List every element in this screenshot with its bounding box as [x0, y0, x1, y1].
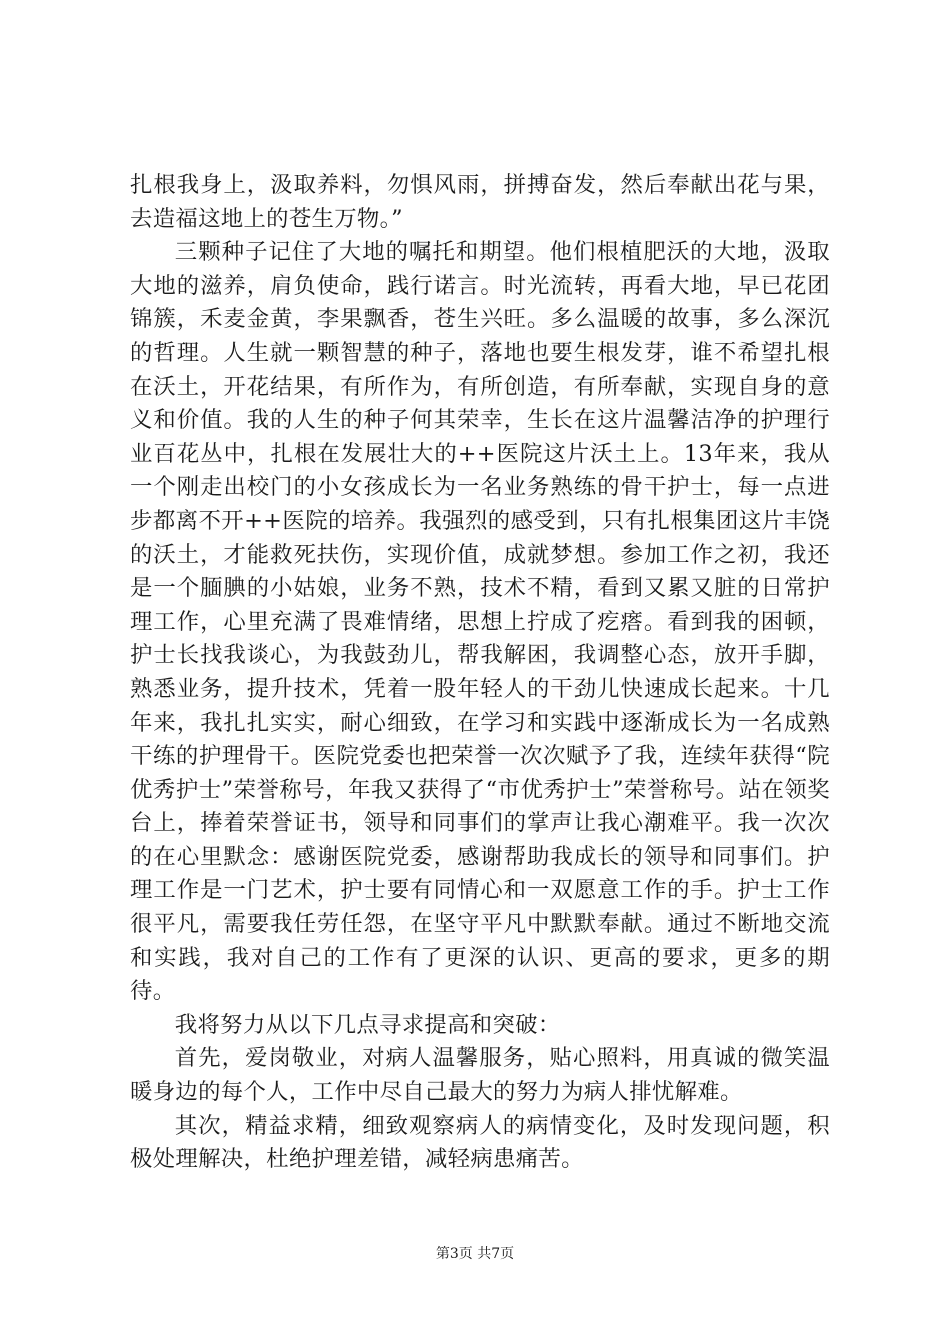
body-text: [130, 169, 830, 1177]
page-number-footer: 第3页 共7页: [435, 1246, 515, 1262]
paragraph-3: 我将努力从以下几点寻求提高和突破：: [174, 1011, 561, 1038]
paragraph-5: 其次，精益求精，细致观察病人的病情变化，及时发现问题，积极处理解决，杜绝护理差错，减轻病患痛苦。: [130, 1112, 830, 1173]
paragraph-4: 首先，爱岗敬业，对病人温馨服务，贴心照料，用真诚的微笑温暖身边的每个人，工作中尽自己最大的努力为病人排忧解难。: [130, 1045, 830, 1106]
paragraph-1: 扎根我身上，汲取养料，勿惧风雨，拼搏奋发，然后奉献出花与果，去造福这地上的苍生万物。”: [130, 172, 830, 232]
paragraph-2: 三颗种子记住了大地的嘱托和期望。他们根植肥沃的大地，汲取大地的滋养，肩负使命，践行诺言。时光流转，再看大地，早已花团锦簇，禾麦金黄，李果飘香，苍生兴旺。多么温暖的故事，多么深沉的哲理。人生就一颗智慧的种子，落地也要生根发芽，谁不希望扎根在沃土，开花结果，有所作为，有所创造，有所奉献，实现自身的意义和价值。我的人生的种子何其荣幸，生长在这片温馨洁净的护理行业百花丛中，扎根在发展壮大的++医院这片沃土上。13年来，我从一个刚走出校门的小女孩成长为一名业务熟练的骨干护士，每一点进步都离不开++医院的培养。我强烈的感受到，只有扎根集团这片丰饶的沃土，才能救死扶伤，实现价值，成就梦想。参加工作之初，我还是一个腼腆的小姑娘，业务不熟，技术不精，看到又累又脏的日常护理工作，心里充满了畏难情绪，思想上拧成了疙瘩。看到我的困顿，护士长找我谈心，为我鼓劲儿，帮我解困，我调整心态，放开手脚，熟悉业务，提升技术，凭着一股年轻人的干劲儿快速成长起来。十几年来，我扎扎实实，耐心细致，在学习和实践中逐渐成长为一名成熟干练的护理骨干。医院党委也把荣誉一次次赋予了我，连续年获得“院优秀护士”荣誉称号，年我又获得了“市优秀护士”荣誉称号。站在领奖台上，捧着荣誉证书，领导和同事们的掌声让我心潮难平。我一次次的在心里默念：感谢医院党委，感谢帮助我成长的领导和同事们。护理工作是一门艺术，护士要有同情心和一双愿意工作的手。护士工作很平凡，需要我任劳任怨，在坚守平凡中默默奉献。通过不断地交流和实践，我对自己的工作有了更深的认识、更高的要求，更多的期待。: [130, 239, 830, 1005]
